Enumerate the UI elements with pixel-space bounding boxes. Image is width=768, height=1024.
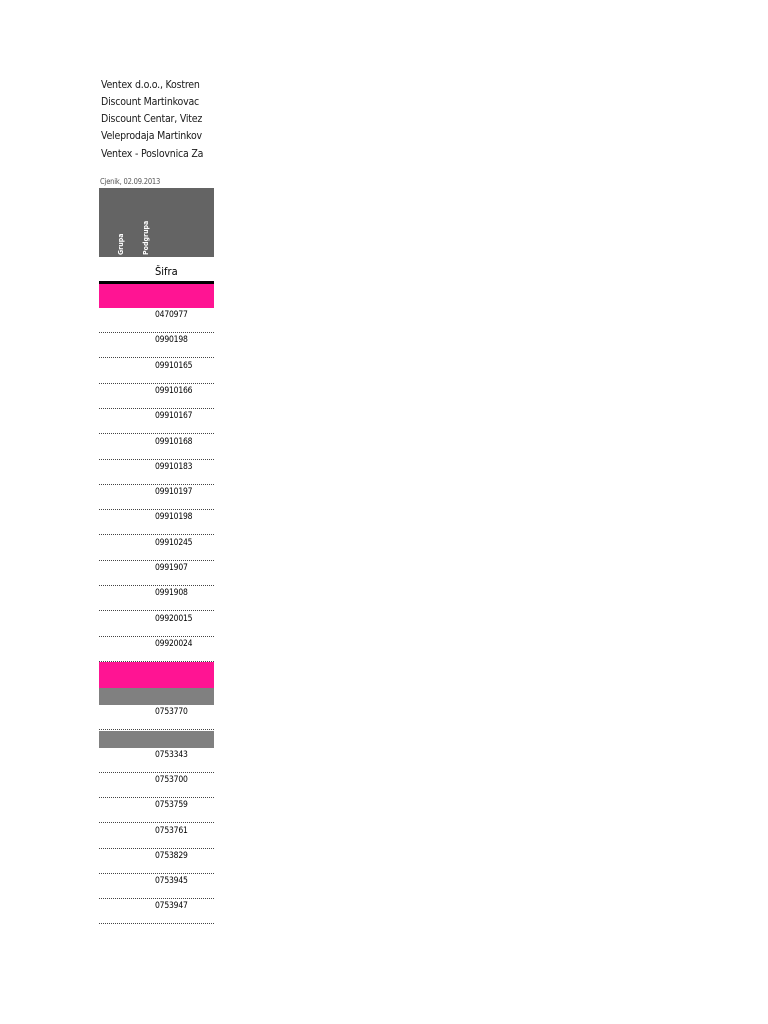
table-row bbox=[99, 899, 214, 924]
address-line-2: Discount Martinkovac bbox=[101, 96, 200, 108]
product-code: 09910245 bbox=[155, 537, 193, 548]
table-row bbox=[99, 435, 214, 460]
address-line-1: Ventex d.o.o., Kostren bbox=[101, 79, 200, 91]
product-code: 09910168 bbox=[155, 436, 193, 447]
table-row bbox=[99, 561, 214, 586]
table-row bbox=[99, 510, 214, 535]
address-line-3: Discount Centar, Vitez bbox=[101, 113, 203, 125]
product-code: 0470977 bbox=[155, 310, 188, 320]
subgroup-band-2 bbox=[99, 731, 214, 748]
table-row bbox=[99, 460, 214, 485]
product-code: 09910167 bbox=[155, 411, 193, 422]
address-line-4: Veleprodaja Martinkov bbox=[101, 130, 202, 142]
product-code: 09910165 bbox=[155, 360, 193, 371]
row-divider bbox=[99, 923, 214, 924]
table-row bbox=[99, 748, 214, 773]
table-row bbox=[99, 773, 214, 798]
table-row bbox=[99, 874, 214, 899]
product-code: 0753829 bbox=[155, 850, 188, 861]
product-code: 0753700 bbox=[155, 775, 188, 786]
product-code: 0753945 bbox=[155, 876, 188, 886]
product-code: 0991907 bbox=[155, 563, 188, 573]
price-list-sheet bbox=[99, 0, 214, 1024]
table-row bbox=[99, 485, 214, 510]
table-row bbox=[99, 308, 214, 333]
row-divider bbox=[99, 729, 214, 730]
price-list-date: Cjenik, 02.09.2013 bbox=[100, 177, 161, 186]
product-code: 0753770 bbox=[155, 707, 188, 717]
column-header-grupa: Grupa bbox=[117, 233, 125, 255]
product-code: 09920024 bbox=[155, 638, 193, 649]
product-code: 09920015 bbox=[155, 613, 193, 624]
column-header-band bbox=[99, 188, 214, 257]
subgroup-band-1 bbox=[99, 688, 214, 705]
table-row bbox=[99, 612, 214, 637]
product-code: 09910198 bbox=[155, 512, 193, 523]
product-code: 09910166 bbox=[155, 385, 193, 396]
table-row bbox=[99, 409, 214, 434]
table-row bbox=[99, 705, 214, 730]
table-row bbox=[99, 637, 214, 662]
table-row bbox=[99, 384, 214, 409]
address-line-5: Ventex - Poslovnica Za bbox=[101, 148, 204, 160]
group-band-1 bbox=[99, 284, 214, 308]
product-code: 09910197 bbox=[155, 487, 193, 498]
product-code: 0753761 bbox=[155, 825, 188, 836]
product-code: 0753343 bbox=[155, 750, 188, 760]
product-code: 0753947 bbox=[155, 901, 188, 912]
table-row bbox=[99, 849, 214, 874]
column-header-podgrupa: Podgrupa bbox=[142, 220, 150, 255]
table-row bbox=[99, 536, 214, 561]
table-row bbox=[99, 586, 214, 611]
product-code: 0991908 bbox=[155, 588, 188, 599]
table-row bbox=[99, 359, 214, 384]
column-header-sifra: Šifra bbox=[155, 265, 178, 278]
table-row bbox=[99, 824, 214, 849]
group-band-2 bbox=[99, 662, 214, 688]
product-code: 0990198 bbox=[155, 335, 188, 346]
table-row bbox=[99, 333, 214, 358]
product-code: 09910183 bbox=[155, 461, 193, 472]
table-row bbox=[99, 798, 214, 823]
product-code: 0753759 bbox=[155, 800, 188, 811]
